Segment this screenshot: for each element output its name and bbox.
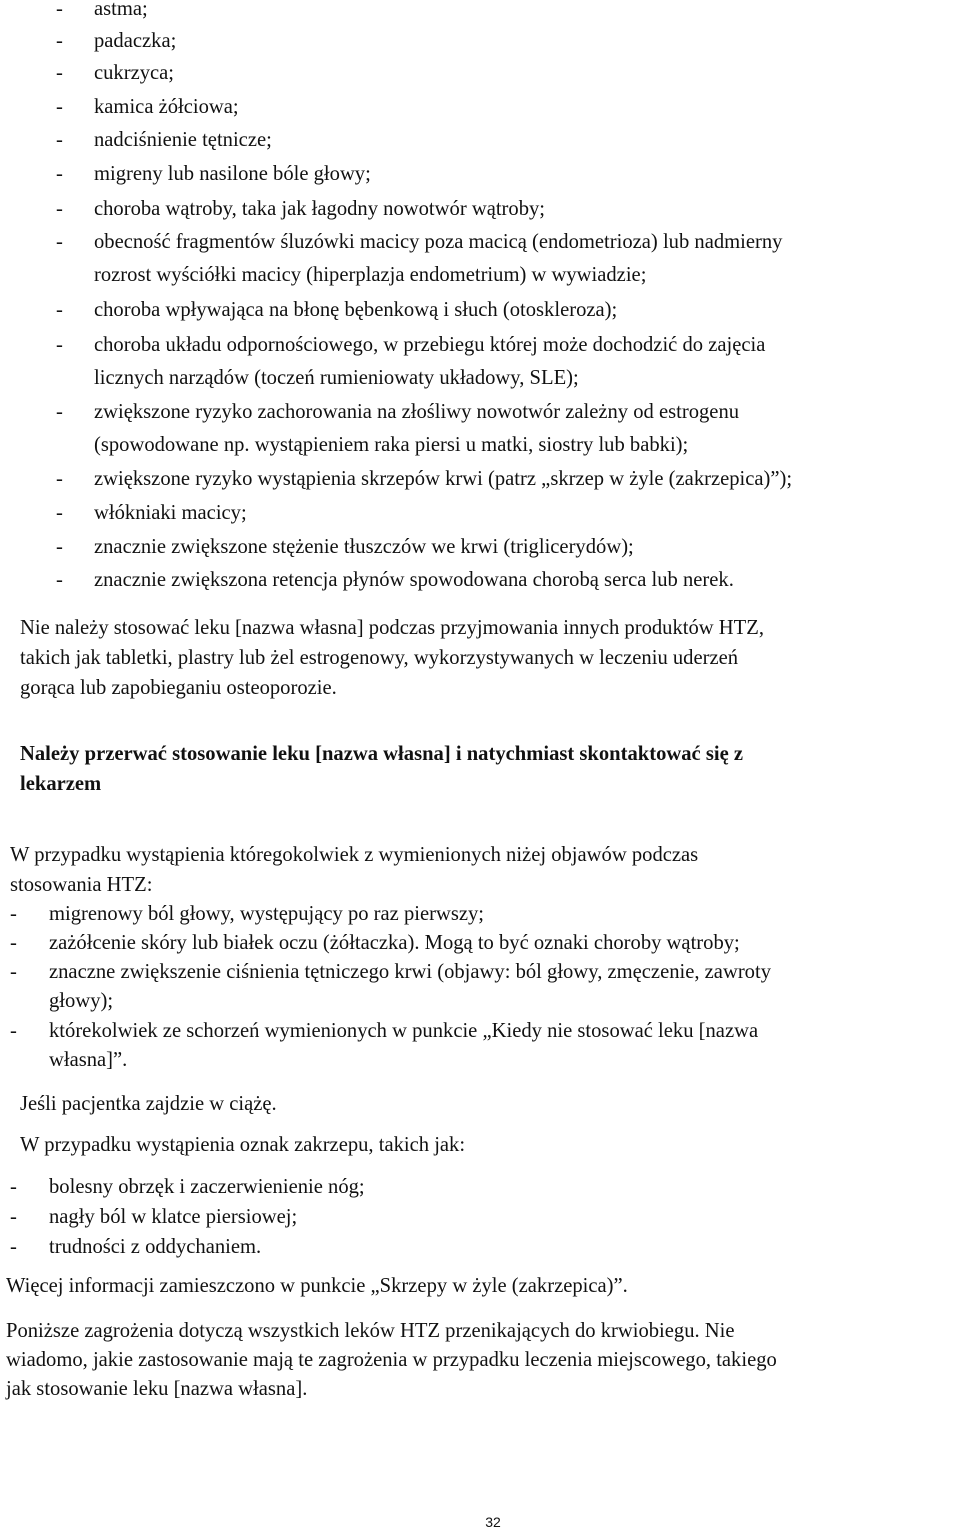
list-bullet: - (56, 536, 63, 558)
heading-line: Należy przerwać stosowanie leku [nazwa własna] i natychmiast skontaktować się z (20, 743, 744, 765)
paragraph-line: stosowania HTZ: (10, 874, 153, 896)
paragraph-line: jak stosowanie leku [nazwa własna]. (6, 1378, 308, 1400)
list-bullet: - (10, 903, 17, 925)
paragraph-line: wiadomo, jakie zastosowanie mają te zagrożenia w przypadku leczenia miejscowego, takiego (6, 1349, 777, 1371)
list-item: zażółcenie skóry lub białek oczu (żółtaczka). Mogą to być oznaki choroby wątroby; (49, 932, 740, 954)
list-bullet: - (10, 1176, 17, 1198)
list-item: włókniaki macicy; (94, 502, 247, 524)
list-item: padaczka; (94, 30, 177, 52)
list-item: znacznie zwiększone stężenie tłuszczów we krwi (triglicerydów); (94, 536, 634, 558)
list-bullet: - (10, 1206, 17, 1228)
list-item: cukrzyca; (94, 62, 175, 84)
list-item: którekolwiek ze schorzeń wymienionych w punkcie „Kiedy nie stosować leku [nazwa (49, 1020, 759, 1042)
list-bullet: - (56, 334, 63, 356)
list-item: choroba wpływająca na błonę bębenkową i słuch (otoskleroza); (94, 299, 618, 321)
list-bullet: - (56, 401, 63, 423)
list-bullet: - (56, 569, 63, 591)
list-bullet: - (56, 502, 63, 524)
list-bullet: - (56, 163, 63, 185)
list-bullet: - (10, 932, 17, 954)
list-bullet: - (56, 198, 63, 220)
more-info-line: Więcej informacji zamieszczono w punkcie „Skrzepy w żyle (zakrzepica)”. (6, 1275, 628, 1297)
list-item: zwiększone ryzyko zachorowania na złośliwy nowotwór zależny od estrogenu (94, 401, 740, 423)
list-item: bolesny obrzęk i zaczerwienienie nóg; (49, 1176, 365, 1198)
list-item: migrenowy ból głowy, występujący po raz pierwszy; (49, 903, 485, 925)
list-item: astma; (94, 0, 148, 20)
heading-line: lekarzem (20, 773, 102, 795)
list-item: choroba wątroby, taka jak łagodny nowotwór wątroby; (94, 198, 546, 220)
paragraph-line: W przypadku wystąpienia któregokolwiek z wymienionych niżej objawów podczas (10, 844, 699, 866)
list-bullet: - (10, 961, 17, 983)
list-bullet: - (56, 299, 63, 321)
list-bullet: - (56, 231, 63, 253)
list-item-continuation: licznych narządów (toczeń rumieniowaty układowy, SLE); (94, 367, 579, 389)
list-item: nagły ból w klatce piersiowej; (49, 1206, 298, 1228)
list-item: migreny lub nasilone bóle głowy; (94, 163, 371, 185)
list-item: zwiększone ryzyko wystąpienia skrzepów krwi (patrz „skrzep w żyle (zakrzepica)”); (94, 468, 793, 490)
list-item: trudności z oddychaniem. (49, 1236, 262, 1258)
list-item-continuation: (spowodowane np. wystąpieniem raka piersi u matki, siostry lub babki); (94, 434, 689, 456)
list-bullet: - (56, 96, 63, 118)
list-item-continuation: własna]”. (49, 1049, 128, 1071)
list-item-continuation: głowy); (49, 990, 114, 1012)
list-bullet: - (10, 1020, 17, 1042)
list-bullet: - (56, 62, 63, 84)
list-bullet: - (56, 0, 63, 20)
pregnancy-line: Jeśli pacjentka zajdzie w ciążę. (20, 1093, 277, 1115)
list-item-continuation: rozrost wyściółki macicy (hiperplazja endometrium) w wywiadzie; (94, 264, 647, 286)
paragraph-line: Nie należy stosować leku [nazwa własna] podczas przyjmowania innych produktów HTZ, (20, 617, 764, 639)
list-bullet: - (56, 129, 63, 151)
list-item: kamica żółciowa; (94, 96, 239, 118)
list-item: znaczne zwiększenie ciśnienia tętniczego krwi (objawy: ból głowy, zmęczenie, zawroty (49, 961, 771, 983)
list-item: znacznie zwiększona retencja płynów spowodowana chorobą serca lub nerek. (94, 569, 734, 591)
paragraph-line: Poniższe zagrożenia dotyczą wszystkich leków HTZ przenikających do krwiobiegu. Nie (6, 1320, 735, 1342)
list-item: obecność fragmentów śluzówki macicy poza macicą (endometrioza) lub nadmierny (94, 231, 783, 253)
list-bullet: - (10, 1236, 17, 1258)
list-item: nadciśnienie tętnicze; (94, 129, 272, 151)
page-number: 32 (485, 1514, 501, 1530)
paragraph-line: gorąca lub zapobieganiu osteoporozie. (20, 677, 337, 699)
list-bullet: - (56, 468, 63, 490)
list-bullet: - (56, 30, 63, 52)
clot-intro: W przypadku wystąpienia oznak zakrzepu, takich jak: (20, 1134, 466, 1156)
list-item: choroba układu odpornościowego, w przebiegu której może dochodzić do zajęcia (94, 334, 766, 356)
paragraph-line: takich jak tabletki, plastry lub żel estrogenowy, wykorzystywanych w leczeniu uderzeń (20, 647, 739, 669)
